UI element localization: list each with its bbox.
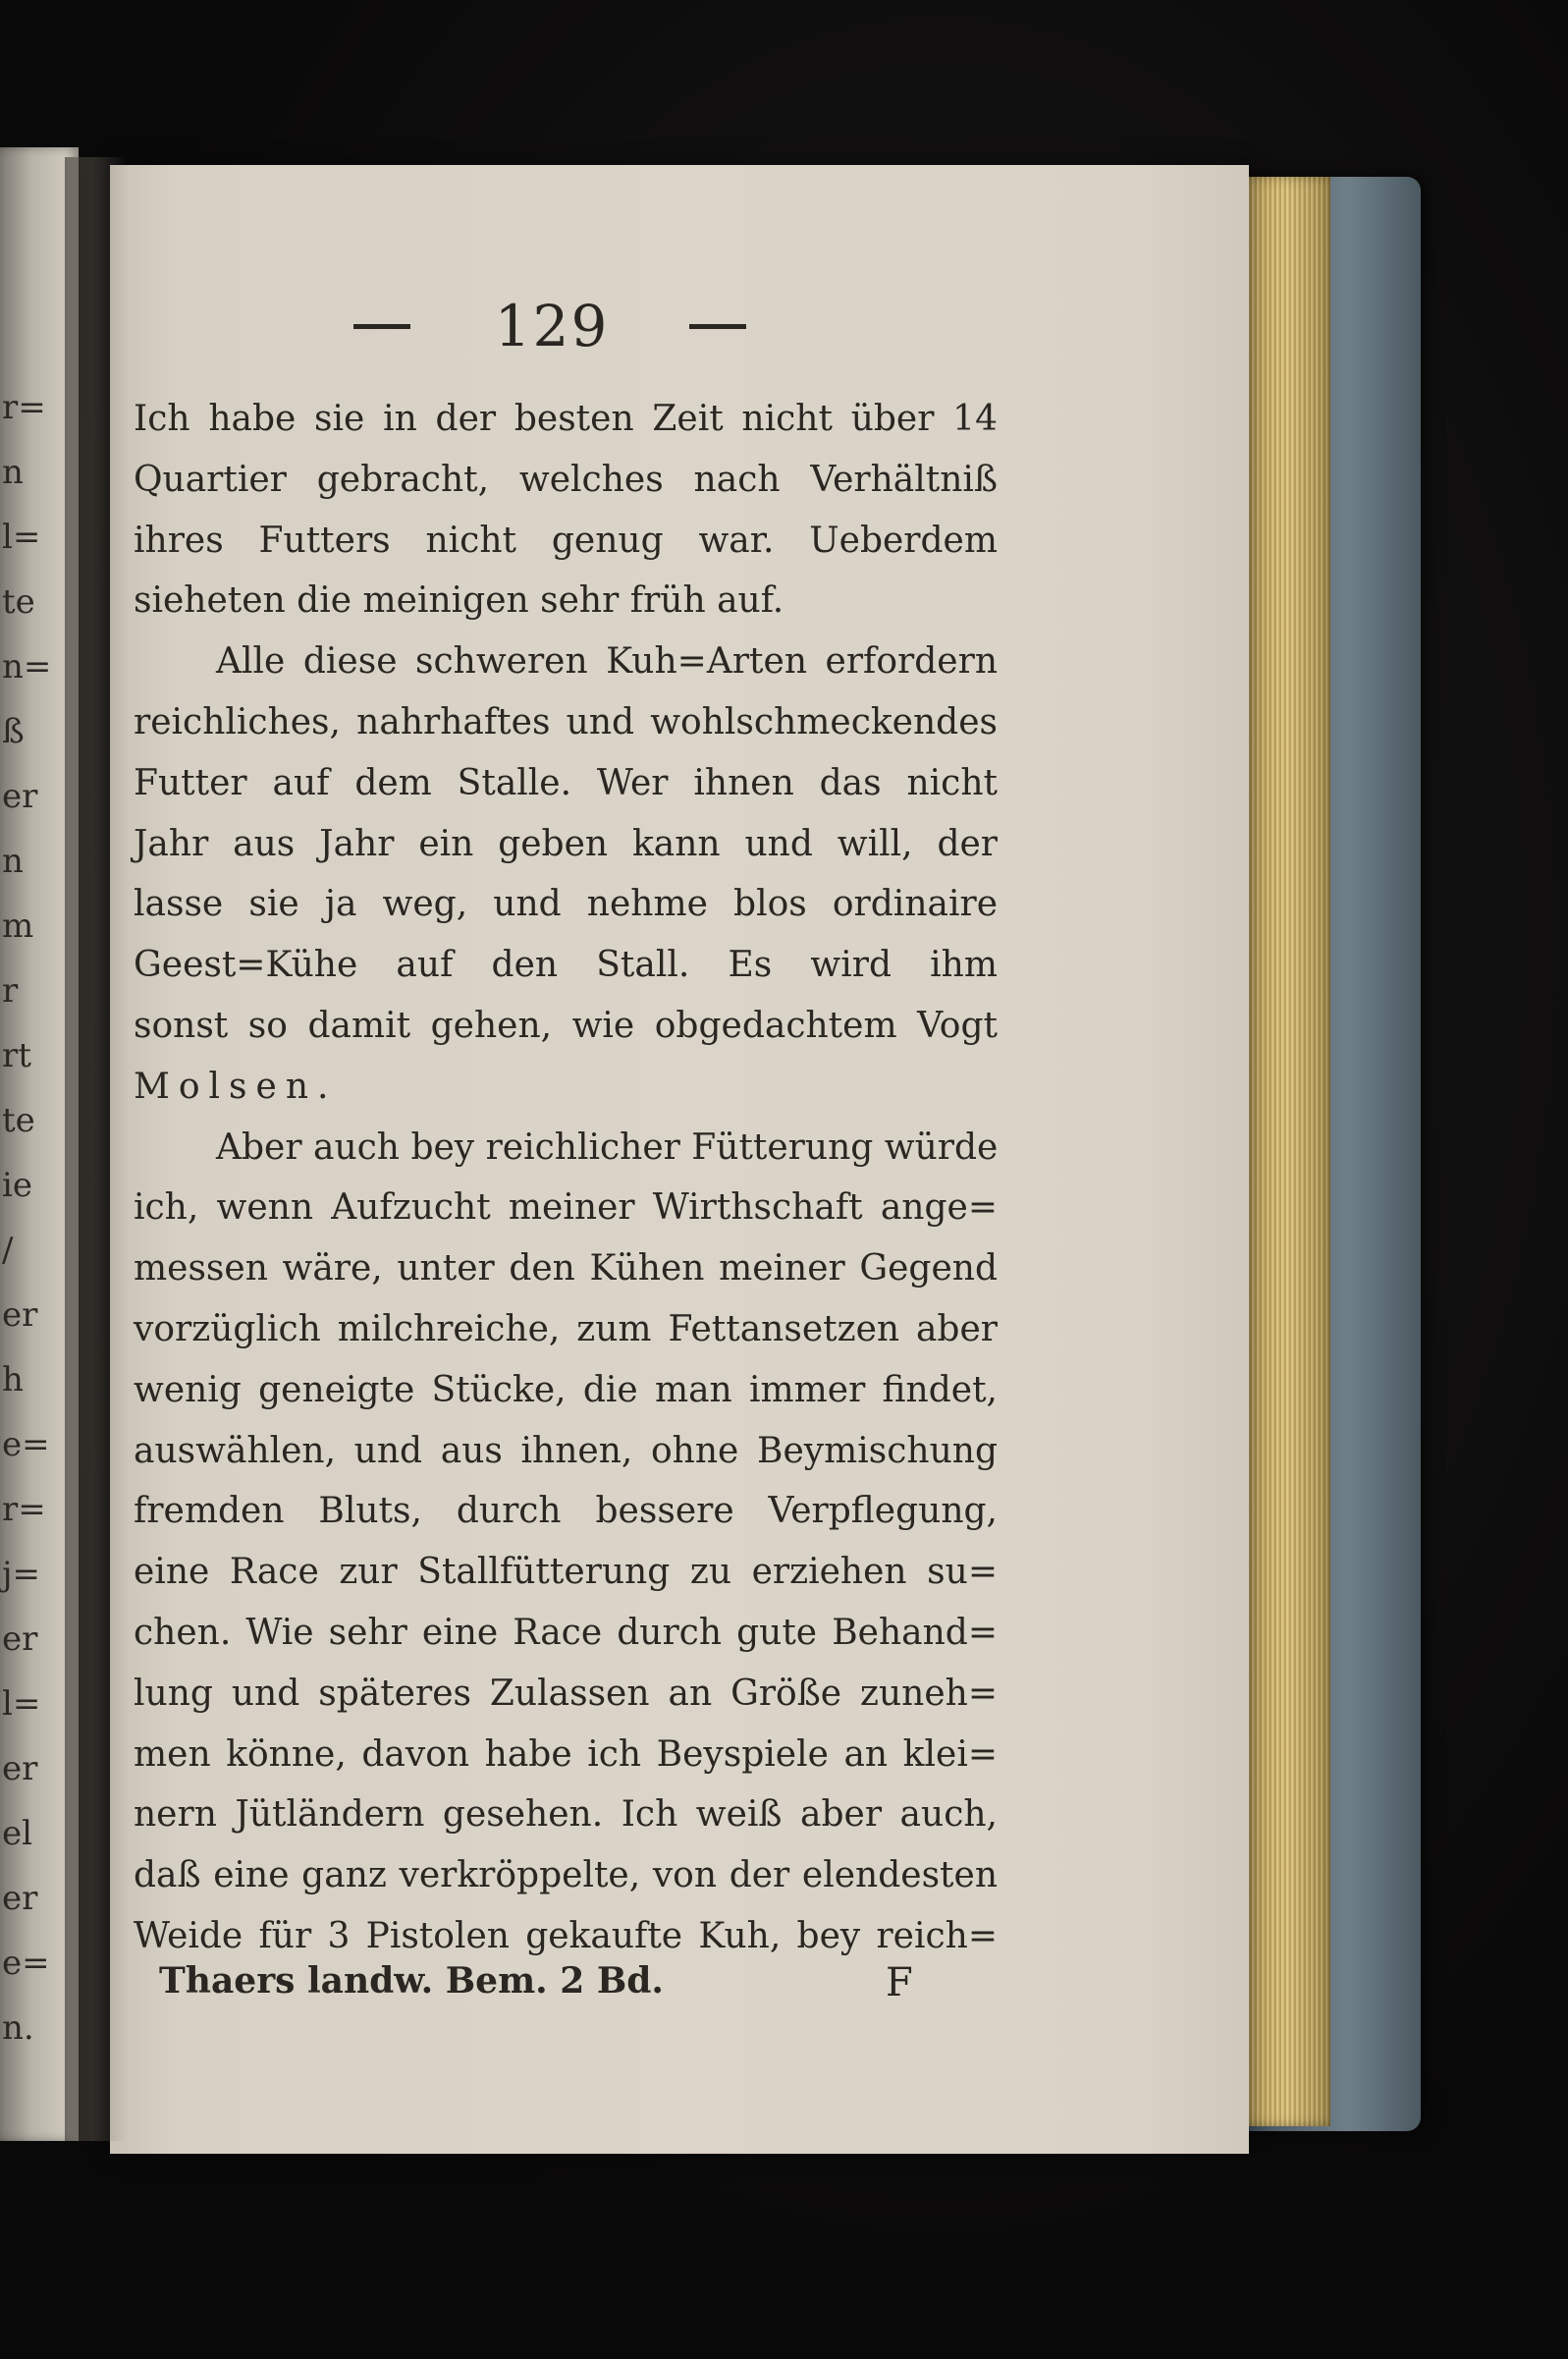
- left-page-fragment: r=: [2, 388, 46, 427]
- left-page-fragment: e=: [2, 1425, 50, 1464]
- left-page-fragment: m: [2, 906, 34, 946]
- text-line: messen wäre, unter den Kühen meiner Gegend: [134, 1248, 998, 1289]
- text-line: fremden Bluts, durch bessere Verpflegung,: [134, 1491, 998, 1532]
- text-line: eine Race zur Stallfütterung zu erziehen su=: [134, 1552, 998, 1593]
- left-page-fragment: el: [2, 1814, 32, 1853]
- text-line: Weide für 3 Pistolen gekaufte Kuh, bey reich=: [134, 1915, 998, 1956]
- left-page-fragment: te: [2, 582, 35, 622]
- header-dash-right: [689, 324, 746, 329]
- left-page-fragment: er: [2, 1879, 38, 1918]
- left-page-fragment: te: [2, 1101, 35, 1140]
- left-page-fragment: er: [2, 1619, 38, 1659]
- text-line: Ich habe sie in der besten Zeit nicht über 14: [134, 399, 998, 439]
- left-page-fragment: er: [2, 1749, 38, 1788]
- page-number: 129: [494, 293, 610, 359]
- left-page-fragment: r=: [2, 1490, 46, 1529]
- left-page-fragment: er: [2, 777, 38, 816]
- text-line: vorzüglich milchreiche, zum Fettansetzen aber: [134, 1308, 998, 1349]
- left-page-fragment: er: [2, 1295, 38, 1335]
- text-line: ihres Futters nicht genug war. Ueberdem: [134, 520, 998, 561]
- gutter-shadow: [65, 157, 128, 2141]
- left-page-fragment: n.: [2, 2008, 34, 2048]
- signature-mark: F: [886, 1960, 913, 2005]
- left-page-fragment: /: [2, 1231, 14, 1270]
- left-page-fragment: rt: [2, 1036, 31, 1075]
- text-line: chen. Wie sehr eine Race durch gute Behand=: [134, 1612, 998, 1653]
- text-line: wenig geneigte Stücke, die man immer findet,: [134, 1369, 998, 1410]
- text-line: Molsen.: [134, 1066, 338, 1107]
- text-line: auswählen, und aus ihnen, ohne Beymischung: [134, 1430, 998, 1471]
- header-dash-left: [353, 324, 410, 329]
- left-page-fragment: l=: [2, 518, 41, 557]
- text-line: Quartier gebracht, welches nach Verhältniß: [134, 459, 998, 500]
- text-line: daß eine ganz verkröppelte, von der elendesten: [134, 1855, 998, 1896]
- text-line: Geest=Kühe auf den Stall. Es wird ihm: [134, 945, 998, 986]
- text-line: sonst so damit gehen, wie obgedachtem Vogt: [134, 1005, 998, 1046]
- left-page-fragment: n: [2, 842, 24, 881]
- left-page-fragment: j=: [2, 1555, 41, 1594]
- left-page-fragment: l=: [2, 1684, 41, 1724]
- text-line: Aber auch bey reichlicher Fütterung würde: [216, 1126, 999, 1168]
- text-line: sieheten die meinigen sehr früh auf.: [134, 580, 784, 622]
- page-header: [110, 293, 1249, 361]
- text-line: ich, wenn Aufzucht meiner Wirthschaft ange=: [134, 1187, 998, 1229]
- text-line: lasse sie ja weg, und nehme blos ordinaire: [134, 884, 998, 925]
- page-footer: [159, 1960, 1003, 2019]
- footer-signature: Thaers landw. Bem. 2 Bd.: [159, 1960, 664, 2002]
- book-page: [110, 165, 1249, 2154]
- page-body-text: [134, 389, 998, 1967]
- text-line: men könne, davon habe ich Beyspiele an klei=: [134, 1733, 998, 1775]
- left-page-fragment: h: [2, 1360, 24, 1399]
- left-page-fragment: e=: [2, 1944, 50, 1983]
- left-page-fragment: n: [2, 453, 24, 492]
- text-line: Jahr aus Jahr ein geben kann und will, der: [134, 823, 998, 864]
- text-line: lung und späteres Zulassen an Größe zuneh=: [134, 1673, 998, 1714]
- text-line: nern Jütländern gesehen. Ich weiß aber auch,: [134, 1794, 998, 1836]
- left-page-fragment: r: [2, 971, 19, 1011]
- text-line: Alle diese schweren Kuh=Arten erfordern: [216, 641, 998, 683]
- left-page-fragment: n=: [2, 647, 52, 686]
- text-line: Futter auf dem Stalle. Wer ihnen das nicht: [134, 762, 998, 803]
- left-page-fragment: ie: [2, 1166, 32, 1205]
- text-line: reichliches, nahrhaftes und wohlschmeckendes: [134, 701, 998, 742]
- left-page-fragment: ß: [2, 712, 25, 751]
